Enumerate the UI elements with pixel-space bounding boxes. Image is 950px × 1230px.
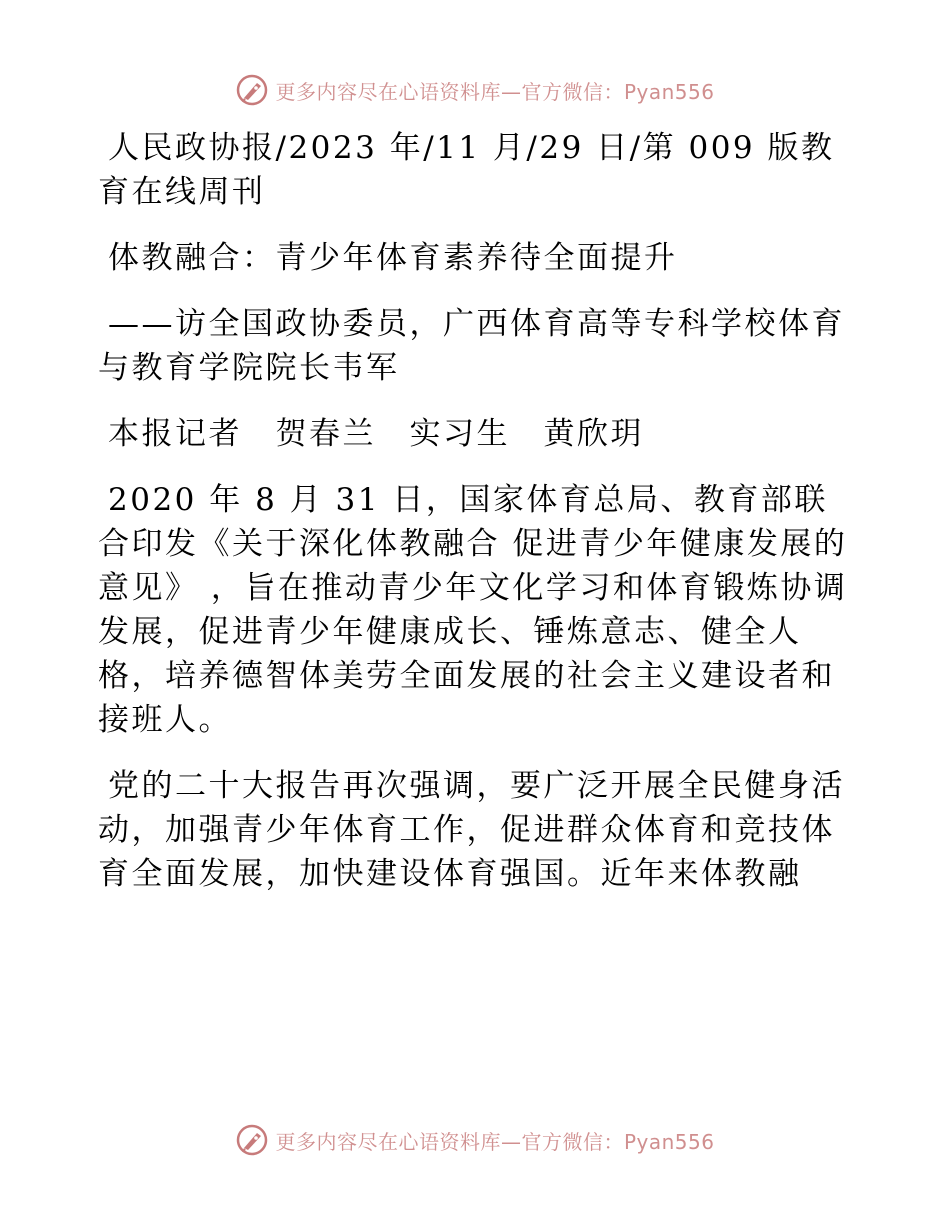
header-watermark-banner — [0, 70, 950, 110]
article-body — [98, 126, 858, 918]
article-source: 人民政协报/2023 年/11 月/29 日/第 009 版教育在线周刊 — [98, 130, 835, 210]
article-paragraph: 2020 年 8 月 31 日，国家体育总局、教育部联合印发《关于深化体教融合 促进青少年健康发展的意见》 ，旨在推动青少年文化学习和体育锻炼协调发展，促进青少年健康成长、锤炼意志、健全人格，培养德智体美劳全面发展的社会主义建设者和接班人。 — [98, 482, 848, 738]
article-paragraph: 党的二十大报告再次强调，要广泛开展全民健身活动，加强青少年体育工作，促进群众体育和竞技体育全面发展，加快建设体育强国。近年来体教融 — [98, 768, 845, 892]
pen-nib-logo-icon — [235, 1123, 269, 1157]
footer-watermark-banner — [0, 1120, 950, 1160]
pen-nib-logo-icon — [235, 73, 269, 107]
article-subtitle: ——访全国政协委员，广西体育高等专科学校体育与教育学院院长韦军 — [98, 306, 845, 386]
article-title: 体教融合：青少年体育素养待全面提升 — [108, 240, 678, 276]
watermark-text: 更多内容尽在心语资料库—官方微信：Pyan556 — [275, 79, 715, 104]
article-byline: 本报记者 贺春兰 实习生 黄欣玥 — [108, 416, 644, 452]
watermark-text: 更多内容尽在心语资料库—官方微信：Pyan556 — [275, 1129, 715, 1154]
